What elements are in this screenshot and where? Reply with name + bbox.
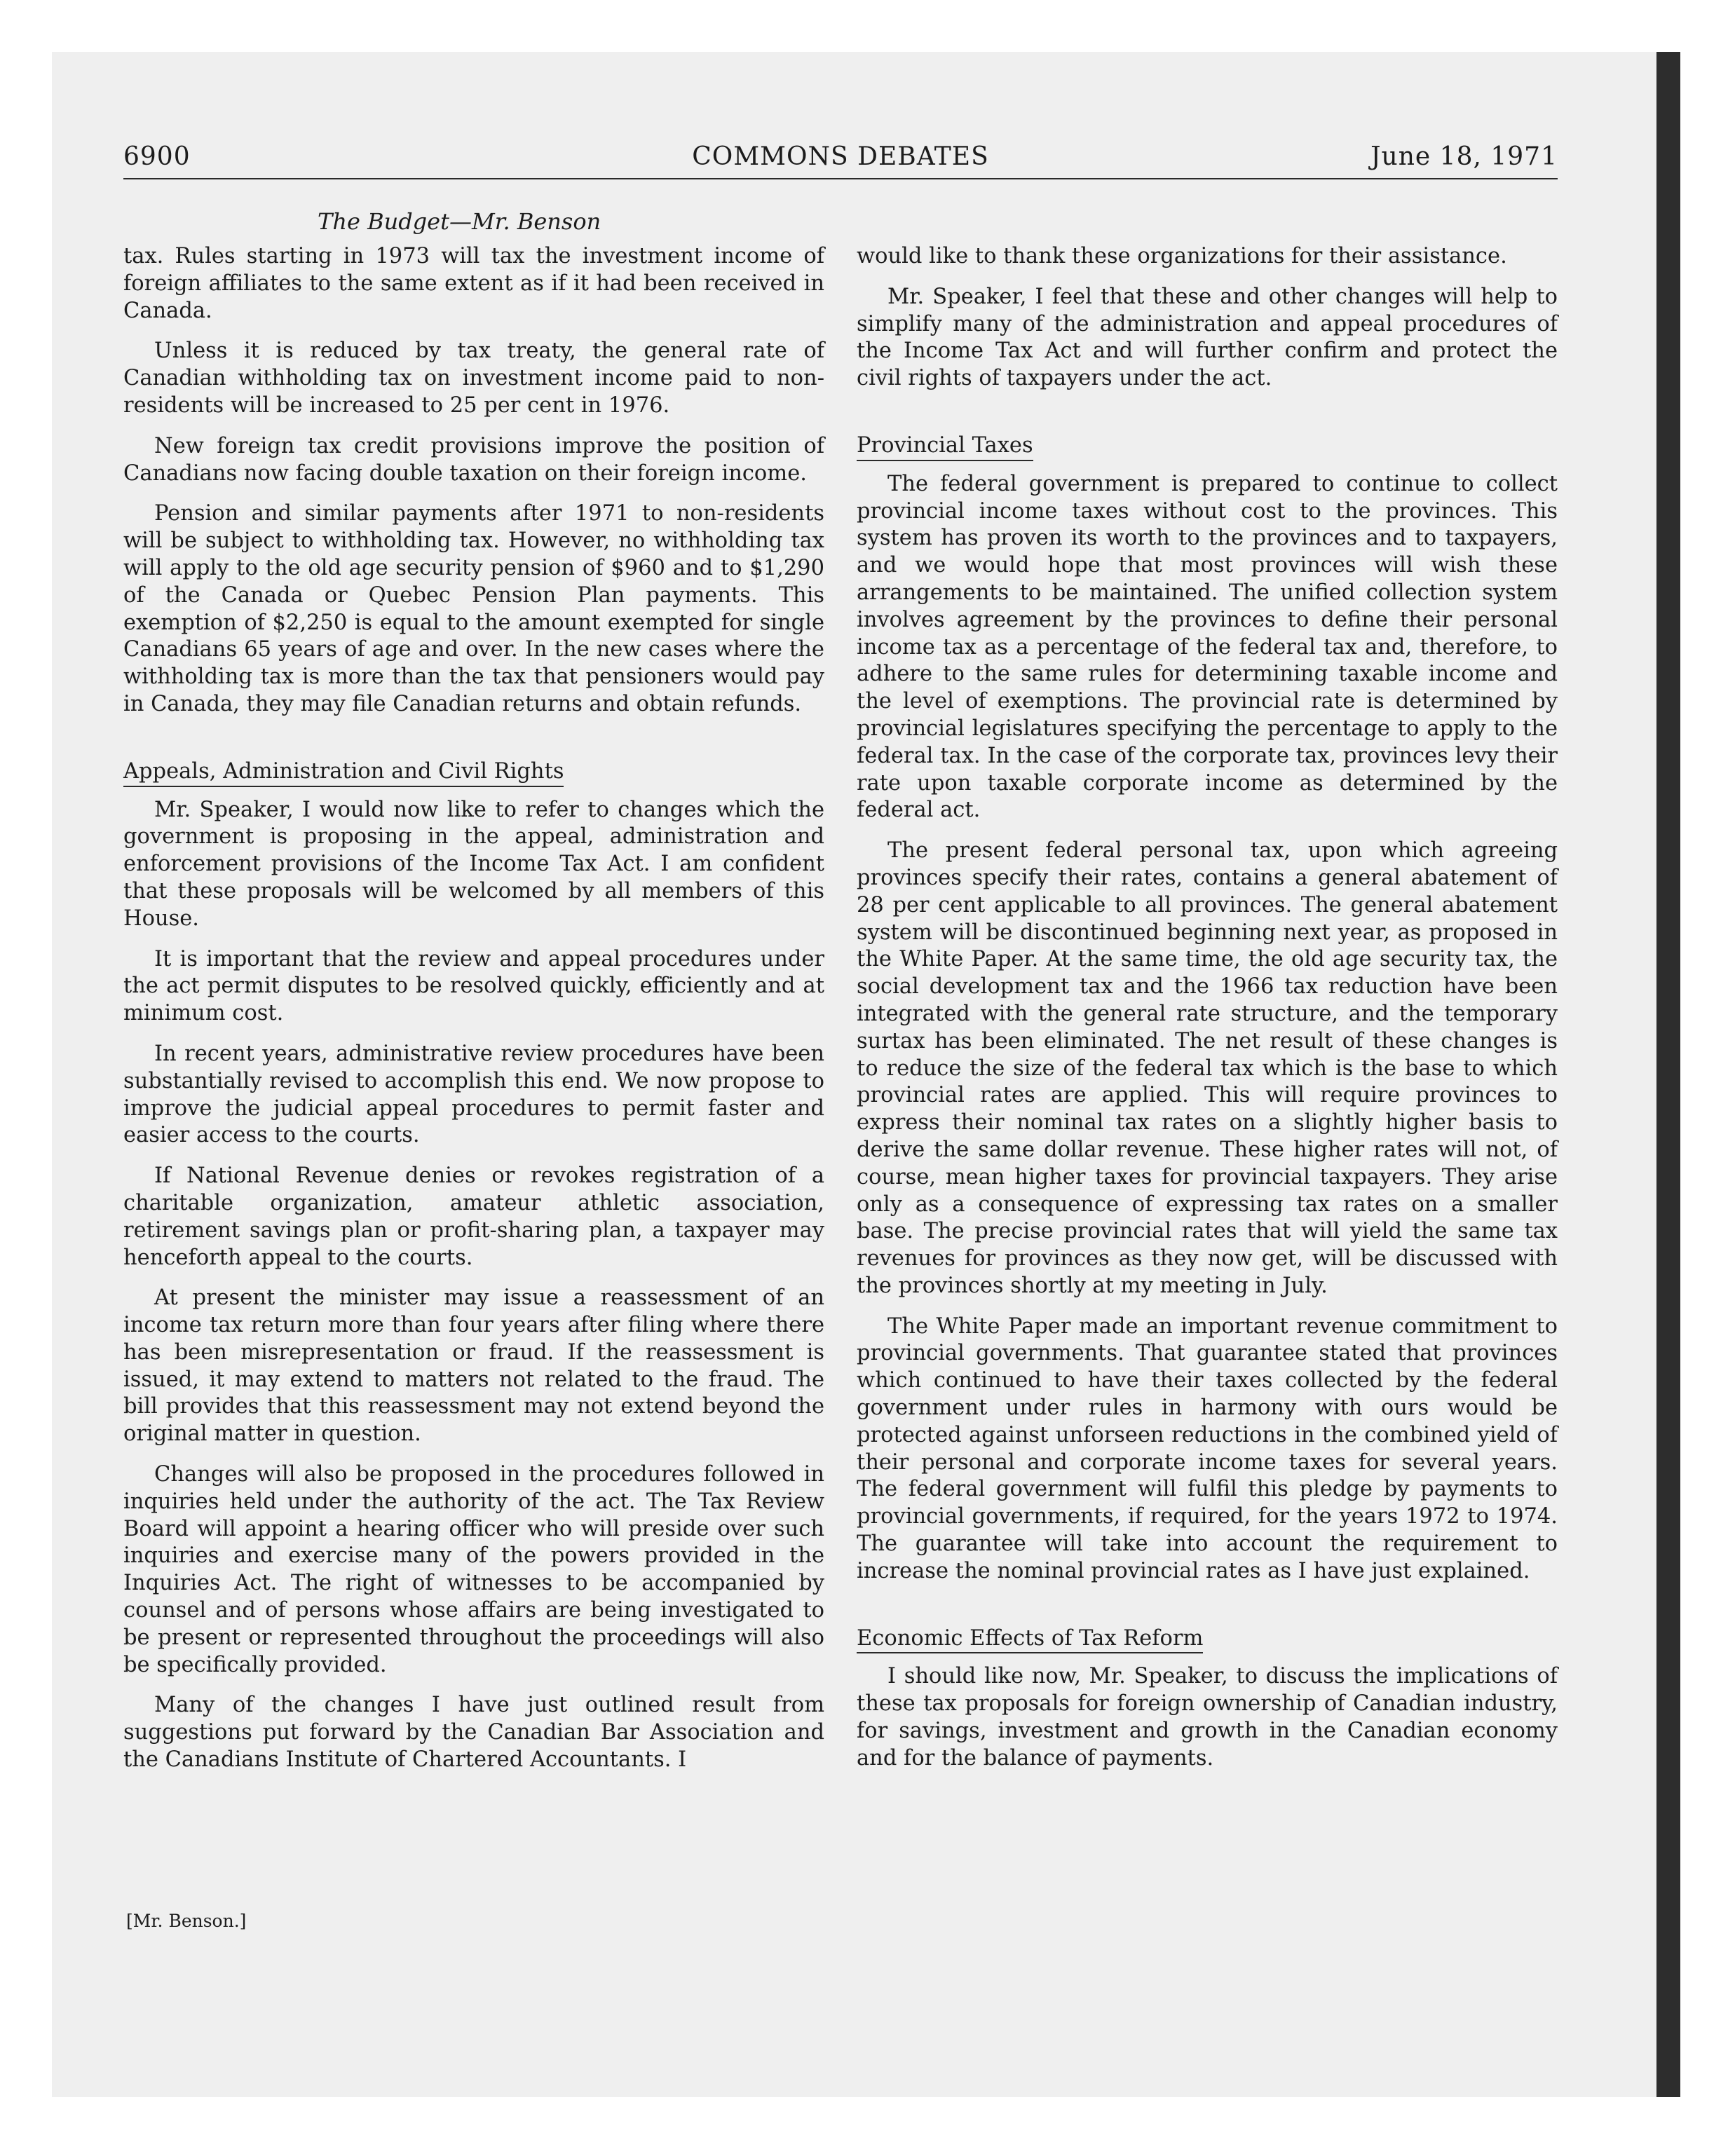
section-heading-wrap xyxy=(123,732,824,797)
running-head: The Budget—Mr. Benson xyxy=(318,208,601,235)
paragraph: I should like now, Mr. Speaker, to discuss the implications of these tax proposals for foreign ownership of Canadian industry, for savings, investment and growth in the Canadian economy and for the balance of payments. xyxy=(857,1664,1558,1770)
paragraph: would like to thank these organizations for their assistance. xyxy=(857,244,1507,268)
paragraph: tax. Rules starting in 1973 will tax the investment income of foreign affiliates to the same extent as if it had been received in Canada. xyxy=(123,244,824,323)
publication-title: COMMONS DEBATES xyxy=(692,142,989,171)
paragraph: Pension and similar payments after 1971 to non-residents will be subject to withholding tax. However, no withholding tax will apply to the old age security pension of $960 and to $1,290 of the Canada or Quebec Pension Plan payments. This exemption of $2,250 is equal to the amount exempted for single Canadians 65 years of age and over. In the new cases where the withholding tax is more than the tax that pensioners would pay in Canada, they may file Canadian returns and obtain refunds. xyxy=(123,501,824,716)
section-heading: Economic Effects of Tax Reform xyxy=(857,1625,1203,1654)
section-heading: Appeals, Administration and Civil Rights xyxy=(123,758,564,787)
paragraph: Changes will also be proposed in the procedures followed in inquiries held under the authority of the act. The Tax Review Board will appoint a hearing officer who will preside over such inquiries and exercise many of the powers provided in the Inquiries Act. The right of witnesses to be accompanied by counsel and of persons whose affairs are being investigated to be present or represented throughout the proceedings will also be specifically provided. xyxy=(123,1462,824,1677)
header-rule xyxy=(123,178,1558,179)
paragraph: Mr. Speaker, I feel that these and other changes will help to simplify many of the administration and appeal procedures of the Income Tax Act and will further confirm and protect the civil rights of taxpayers under the act. xyxy=(857,284,1558,391)
paragraph: Mr. Speaker, I would now like to refer to changes which the government is proposing in the appeal, administration and enforcement provisions of the Income Tax Act. I am confident that these proposals will be welcomed by all members of this House. xyxy=(123,797,824,931)
paragraph: Unless it is reduced by tax treaty, the general rate of Canadian withholding tax on investment income paid to non-residents will be increased to 25 per cent in 1976. xyxy=(123,339,824,418)
right-column xyxy=(857,243,1558,1786)
left-column xyxy=(123,243,824,1787)
section-heading-wrap xyxy=(857,1599,1558,1664)
paragraph: In recent years, administrative review procedures have been substantially revised to accomplish this end. We now propose to improve the judicial appeal procedures to permit faster and easier access to the courts. xyxy=(123,1041,824,1148)
section-heading: Provincial Taxes xyxy=(857,432,1033,461)
paragraph: If National Revenue denies or revokes registration of a charitable organization, amateur athletic association, retirement savings plan or profit-sharing plan, a taxpayer may henceforth appeal to the courts. xyxy=(123,1164,824,1270)
page-number: 6900 xyxy=(123,142,191,171)
paragraph: New foreign tax credit provisions improve the position of Canadians now facing double taxation on their foreign income. xyxy=(123,433,824,486)
paragraph: The White Paper made an important revenue commitment to provincial governments. That guarantee stated that provinces which continued to have their taxes collected by the federal government under rules in harmony with ours would be protected against unforseen reductions in the combined yield of their personal and corporate income taxes for several years. The federal government will fulfil this pledge by payments to provincial governments, if required, for the years 1972 to 1974. The guarantee will take into account the requirement to increase the nominal provincial rates as I have just explained. xyxy=(857,1314,1558,1583)
paragraph: At present the minister may issue a reassessment of an income tax return more than four years after filing where there has been misrepresentation or fraud. If the reassessment is issued, it may extend to matters not related to the fraud. The bill provides that this reassessment may not extend beyond the original matter in question. xyxy=(123,1285,824,1447)
paragraph: Many of the changes I have just outlined result from suggestions put forward by the Canadian Bar Association and the Canadians Institute of Chartered Accountants. I xyxy=(123,1693,824,1773)
section-heading-wrap xyxy=(857,406,1558,471)
paragraph: The federal government is prepared to continue to collect provincial income taxes without cost to the provinces. This system has proven its worth to the provinces and to taxpayers, and we would hope that most provinces will wish these arrangements to be maintained. The unified collection system involves agreement by the provinces to define their personal income tax as a percentage of the federal tax and, therefore, to adhere to the same rules for determining taxable income and the level of exemptions. The provincial rate is determined by provincial legislatures specifying the percentage to apply to the federal tax. In the case of the corporate tax, provinces levy their rate upon taxable corporate income as determined by the federal act. xyxy=(857,471,1558,823)
paragraph: The present federal personal tax, upon which agreeing provinces specify their rates, contains a general abatement of 28 per cent applicable to all provinces. The general abatement system will be discontinued beginning next year, as proposed in the White Paper. At the same time, the old age security tax, the social development tax and the 1966 tax reduction have been integrated with the general rate structure, and the temporary surtax has been eliminated. The net result of these changes is to reduce the size of the federal tax which is the base to which provincial rates are applied. This will require provinces to express their nominal tax rates on a slightly higher basis to derive the same dollar revenue. These higher rates will not, of course, mean higher taxes for provincial taxpayers. They arise only as a consequence of expressing tax rates on a smaller base. The precise provincial rates that will yield the same tax revenues for provinces as they now get, will be discussed with the provinces shortly at my meeting in July. xyxy=(857,838,1558,1298)
page-date: June 18, 1971 xyxy=(1370,142,1558,171)
paragraph: It is important that the review and appeal procedures under the act permit disputes to be resolved quickly, efficiently and at minimum cost. xyxy=(123,946,824,1026)
binding-edge xyxy=(1656,52,1680,2097)
page-header xyxy=(123,142,1558,179)
speaker-note: [Mr. Benson.] xyxy=(126,1911,247,1931)
